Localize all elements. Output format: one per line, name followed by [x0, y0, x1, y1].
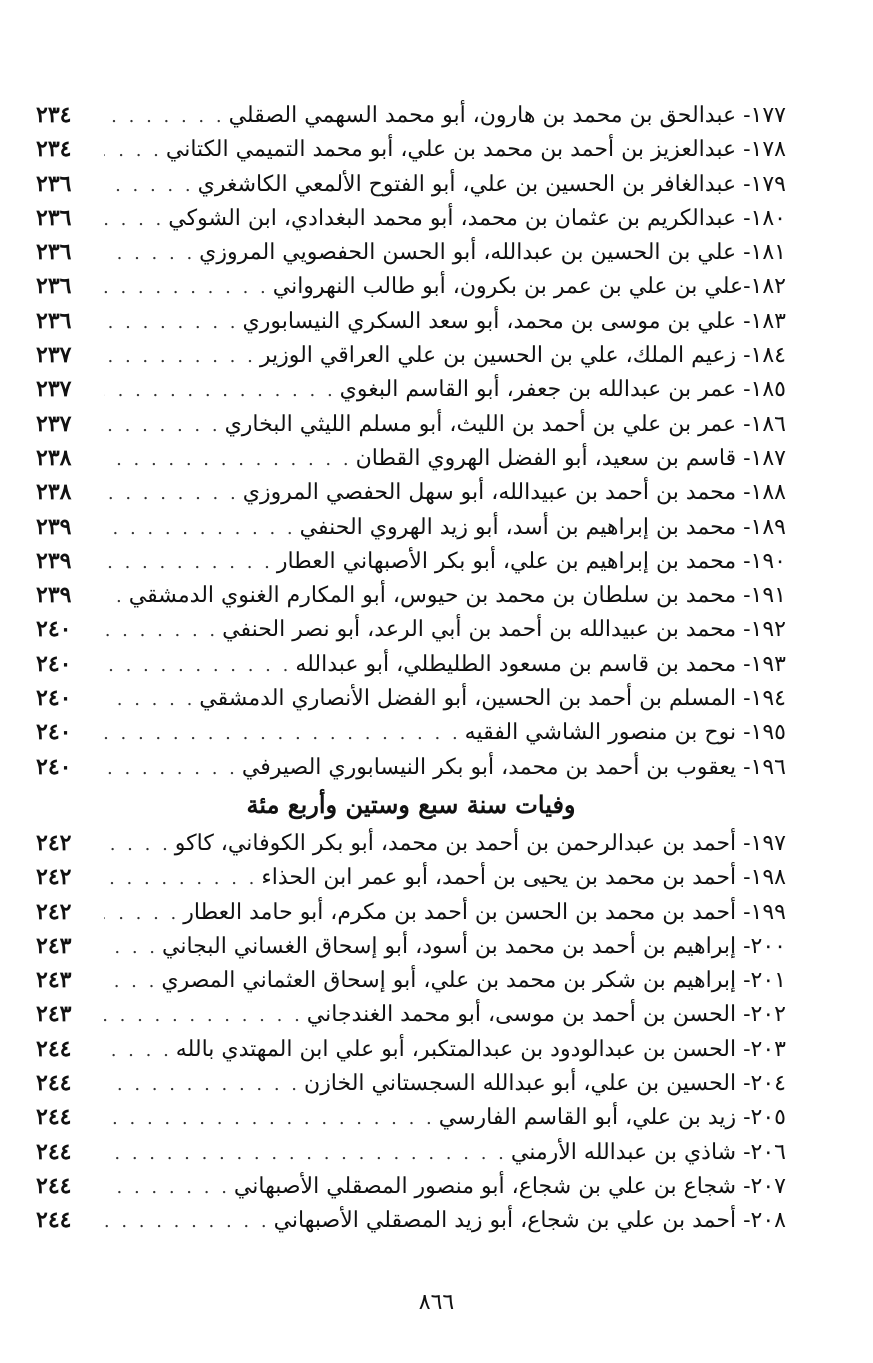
entry-page-number: ٢٣٧	[36, 376, 72, 403]
dot-leader	[104, 683, 195, 717]
entry-title: ١٨٦- عمر بن علي بن أحمد بن الليث، أبو مسلم الليثي البخاري	[224, 411, 786, 437]
entry-title: ٢٠٦- شاذي بن عبدالله الأرمني	[510, 1139, 786, 1165]
index-entry	[36, 1135, 786, 1169]
entry-page-number: ٢٤٤	[36, 1138, 72, 1165]
entry-title: ١٨٣- علي بن موسى بن محمد، أبو سعد السكري النيسابوري	[242, 308, 786, 334]
index-section-1	[36, 98, 786, 784]
index-entry	[36, 372, 786, 406]
index-entry	[36, 407, 786, 441]
index-entry	[36, 441, 786, 475]
entry-title: ١٨٩- محمد بن إبراهيم بن أسد، أبو زيد الهروي الحنفي	[299, 514, 786, 540]
page-number: ٨٦٦	[418, 1290, 455, 1315]
dot-leader	[104, 512, 296, 546]
index-entry	[36, 963, 786, 997]
entry-title: ١٩٥- نوح بن منصور الشاشي الفقيه	[464, 720, 786, 746]
entry-title: ١٩٦- يعقوب بن أحمد بن محمد، أبو بكر النيسابوري الصيرفي	[241, 754, 786, 780]
entry-page-number: ٢٤٠	[36, 650, 72, 677]
dot-leader	[104, 862, 257, 896]
entry-page-number: ٢٤٠	[36, 616, 72, 643]
dot-leader	[104, 614, 218, 648]
entry-page-number: ٢٣٨	[36, 479, 72, 506]
index-entry	[36, 235, 786, 269]
entry-page-number: ٢٣٤	[36, 136, 72, 163]
dot-leader	[104, 340, 256, 374]
index-entry	[36, 544, 786, 578]
entry-title: ١٩٢- محمد بن عبيدالله بن أحمد بن أبي الرعد، أبو نصر الحنفي	[222, 617, 786, 643]
entry-page-number: ٢٤٢	[36, 898, 72, 925]
index-section-2	[36, 826, 786, 1238]
entry-title: ١٩٧- أحمد بن عبدالرحمن بن أحمد بن محمد، أبو بكر الكوفاني، كاكو	[174, 830, 786, 856]
index-entry	[36, 826, 786, 860]
entry-page-number: ٢٣٦	[36, 170, 72, 197]
entry-page-number: ٢٣٧	[36, 410, 72, 437]
index-entry	[36, 860, 786, 894]
dot-leader	[104, 271, 269, 305]
dot-leader	[104, 965, 157, 999]
entry-title: ٢٠٨- أحمد بن علي بن شجاع، أبو زيد المصقلي الأصبهاني	[273, 1208, 786, 1234]
dot-leader	[104, 1171, 230, 1205]
entry-page-number: ٢٣٨	[36, 444, 72, 471]
dot-leader	[104, 999, 303, 1033]
dot-leader	[104, 1034, 172, 1068]
index-entry	[36, 612, 786, 646]
dot-leader	[104, 374, 336, 408]
dot-leader	[104, 717, 461, 751]
entry-page-number: ٢٤٢	[36, 829, 72, 856]
index-entry	[36, 201, 786, 235]
dot-leader	[104, 897, 179, 931]
index-entry	[36, 475, 786, 509]
entry-title: ١٩٤- المسلم بن أحمد بن الحسين، أبو الفضل الأنصاري الدمشقي	[199, 686, 786, 712]
dot-leader	[104, 409, 221, 443]
index-entry	[36, 304, 786, 338]
section-heading: وفيات سنة سبع وستين وأربع مئة	[246, 789, 576, 819]
entry-page-number: ٢٣٦	[36, 307, 72, 334]
entry-title: ١٨١- علي بن الحسين بن عبدالله، أبو الحسن الحفصويي المروزي	[199, 240, 786, 266]
entry-title: ١٧٧- عبدالحق بن محمد بن هارون، أبو محمد السهمي الصقلي	[228, 103, 786, 128]
entry-title: ١٩٨- أحمد بن محمد بن يحيى بن أحمد، أبو عمر ابن الحذاء	[261, 865, 786, 891]
entry-title: ١٩٠- محمد بن إبراهيم بن علي، أبو بكر الأصبهاني العطار	[276, 548, 786, 574]
entry-page-number: ٢٤٤	[36, 1172, 72, 1199]
entry-page-number: ٢٤٤	[36, 1104, 72, 1131]
entry-title: ١٨٢-علي بن علي بن عمر بن بكرون، أبو طالب النهرواني	[272, 274, 786, 300]
entry-title: ٢٠١- إبراهيم بن شكر بن محمد بن علي، أبو إسحاق العثماني المصري	[161, 968, 786, 994]
dot-leader	[104, 1102, 435, 1136]
index-entry	[36, 929, 786, 963]
entry-page-number: ٢٣٧	[36, 342, 72, 369]
dot-leader	[104, 580, 125, 614]
index-entry	[36, 1066, 786, 1100]
index-entry	[36, 997, 786, 1031]
entry-title: ٢٠٥- زيد بن علي، أبو القاسم الفارسي	[438, 1105, 786, 1131]
entry-page-number: ٢٣٩	[36, 582, 72, 609]
index-entry	[36, 269, 786, 303]
index-entry	[36, 1203, 786, 1237]
dot-leader	[104, 134, 162, 168]
entry-title: ٢٠٢- الحسن بن أحمد بن موسى، أبو محمد الغندجاني	[306, 1002, 786, 1028]
entry-page-number: ٢٣٦	[36, 273, 72, 300]
entry-page-number: ٢٤٣	[36, 967, 72, 994]
dot-leader	[104, 1137, 507, 1171]
index-entry	[36, 715, 786, 749]
index-list	[36, 98, 786, 1238]
entry-title: ١٨٥- عمر بن عبدالله بن جعفر، أبو القاسم البغوي	[339, 377, 786, 403]
entry-title: ٢٠٠- إبراهيم بن أحمد بن محمد بن أسود، أبو إسحاق الغساني البجاني	[162, 933, 786, 959]
dot-leader	[104, 100, 225, 134]
entry-title: ٢٠٧- شجاع بن علي بن شجاع، أبو منصور المصقلي الأصبهاني	[233, 1173, 786, 1199]
index-entry	[36, 750, 786, 784]
dot-leader	[104, 752, 238, 786]
dot-leader	[104, 546, 273, 580]
index-entry	[36, 647, 786, 681]
entry-title: ٢٠٤- الحسين بن علي، أبو عبدالله السجستاني الخازن	[304, 1071, 786, 1097]
dot-leader	[104, 931, 158, 965]
dot-leader	[104, 1068, 300, 1102]
dot-leader	[104, 1205, 270, 1239]
index-entry	[36, 338, 786, 372]
entry-page-number: ٢٣٦	[36, 239, 72, 266]
entry-page-number: ٢٣٦	[36, 204, 72, 231]
entry-title: ١٨٨- محمد بن أحمد بن عبيدالله، أبو سهل الحفصي المروزي	[242, 480, 786, 506]
entry-title: ١٧٨- عبدالعزيز بن أحمد بن محمد بن علي، أبو محمد التميمي الكتاني	[165, 137, 786, 163]
entry-title: ١٧٩- عبدالغافر بن الحسين بن علي، أبو الفتوح الألمعي الكاشغري	[197, 171, 786, 197]
index-entry	[36, 1032, 786, 1066]
entry-title: ١٨٤- زعيم الملك، علي بن الحسين بن علي العراقي الوزير	[259, 343, 786, 369]
entry-page-number: ٢٤٤	[36, 1207, 72, 1234]
index-entry	[36, 681, 786, 715]
index-entry	[36, 132, 786, 166]
dot-leader	[104, 203, 164, 237]
index-entry	[36, 1169, 786, 1203]
entry-page-number: ٢٣٩	[36, 547, 72, 574]
index-entry	[36, 98, 786, 132]
entry-page-number: ٢٤٢	[36, 864, 72, 891]
dot-leader	[104, 169, 194, 203]
entry-title: ١٩٣- محمد بن قاسم بن مسعود الطليطلي، أبو عبدالله	[295, 651, 786, 677]
index-entry	[36, 167, 786, 201]
dot-leader	[104, 306, 239, 340]
entry-title: ١٨٠- عبدالكريم بن عثمان بن محمد، أبو محمد البغدادي، ابن الشوكي	[168, 205, 786, 231]
entry-title: ١٩٩- أحمد بن محمد بن الحسن بن أحمد بن مكرم، أبو حامد العطار	[183, 899, 786, 925]
entry-page-number: ٢٤٤	[36, 1035, 72, 1062]
entry-page-number: ٢٤٣	[36, 1001, 72, 1028]
entry-title: ٢٠٣- الحسن بن عبدالودود بن عبدالمتكبر، أبو علي ابن المهتدي بالله	[175, 1036, 786, 1062]
entry-page-number: ٢٤٠	[36, 719, 72, 746]
index-entry	[36, 1100, 786, 1134]
dot-leader	[104, 828, 171, 862]
dot-leader	[104, 477, 239, 511]
entry-page-number: ٢٤٠	[36, 753, 72, 780]
index-entry	[36, 895, 786, 929]
index-entry	[36, 510, 786, 544]
dot-leader	[104, 649, 291, 683]
dot-leader	[104, 443, 352, 477]
entry-page-number: ٢٤٠	[36, 685, 72, 712]
entry-title: ١٨٧- قاسم بن سعيد، أبو الفضل الهروي القطان	[355, 445, 786, 471]
entry-page-number: ٢٣٩	[36, 513, 72, 540]
entry-title: ١٩١- محمد بن سلطان بن محمد بن حيوس، أبو المكارم الغنوي الدمشقي	[128, 583, 786, 609]
entry-page-number: ٢٣٤	[36, 102, 72, 128]
index-entry	[36, 578, 786, 612]
entry-page-number: ٢٤٣	[36, 932, 72, 959]
entry-page-number: ٢٤٤	[36, 1070, 72, 1097]
dot-leader	[104, 237, 195, 271]
